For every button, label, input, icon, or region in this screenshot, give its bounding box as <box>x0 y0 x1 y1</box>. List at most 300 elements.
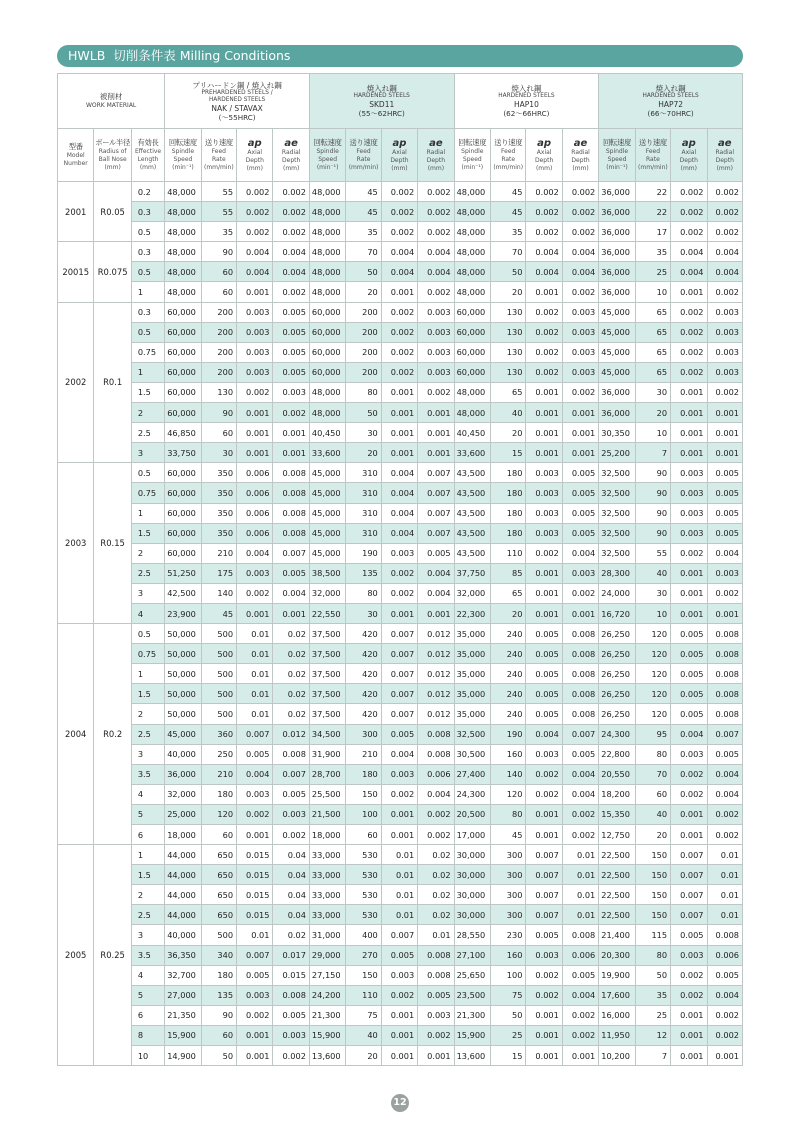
radial-depth-value: 0.004 <box>707 242 742 262</box>
milling-conditions-table <box>57 73 743 1066</box>
table-row <box>58 463 743 483</box>
axial-depth-value: 0.015 <box>237 845 273 865</box>
spindle-speed-value: 45,000 <box>309 543 345 563</box>
radial-depth-value: 0.003 <box>418 342 454 362</box>
spindle-speed-value: 17,000 <box>454 825 490 845</box>
axial-depth-header: ap Axial Depth (mm) <box>237 129 273 182</box>
spindle-speed-value: 11,950 <box>599 1025 635 1045</box>
radial-depth-value: 0.003 <box>707 342 742 362</box>
spindle-speed-value: 50,000 <box>165 644 201 664</box>
radial-depth-value: 0.001 <box>562 443 598 463</box>
section-title-bar <box>57 45 743 67</box>
feed-rate-value: 40 <box>635 563 670 583</box>
feed-rate-value: 150 <box>635 865 670 885</box>
spindle-speed-value: 48,000 <box>309 222 345 242</box>
feed-rate-value: 65 <box>635 322 670 342</box>
spindle-speed-value: 36,000 <box>599 222 635 242</box>
spindle-speed-value: 24,300 <box>599 724 635 744</box>
radial-depth-value: 0.04 <box>273 865 309 885</box>
spindle-speed-value: 60,000 <box>309 362 345 382</box>
feed-rate-value: 75 <box>491 985 526 1005</box>
radial-depth-value: 0.008 <box>562 624 598 644</box>
spindle-speed-value: 46,850 <box>165 423 201 443</box>
effective-length: 0.5 <box>131 463 164 483</box>
feed-rate-value: 180 <box>346 764 381 784</box>
radial-depth-value: 0.002 <box>273 403 309 423</box>
feed-rate-value: 20 <box>491 282 526 302</box>
feed-rate-value: 200 <box>201 362 236 382</box>
spindle-speed-value: 36,000 <box>165 764 201 784</box>
spindle-speed-value: 21,300 <box>454 1005 490 1025</box>
feed-rate-value: 210 <box>201 764 236 784</box>
spindle-speed-value: 60,000 <box>454 302 490 322</box>
feed-rate-value: 50 <box>346 403 381 423</box>
axial-depth-value: 0.004 <box>381 242 417 262</box>
feed-rate-value: 530 <box>346 905 381 925</box>
spindle-speed-value: 45,000 <box>599 362 635 382</box>
axial-depth-value: 0.002 <box>526 965 562 985</box>
effective-length: 1 <box>131 282 164 302</box>
spindle-speed-value: 24,200 <box>309 985 345 1005</box>
feed-rate-value: 360 <box>201 724 236 744</box>
spindle-speed-value: 35,000 <box>454 624 490 644</box>
radial-depth-value: 0.008 <box>273 744 309 764</box>
axial-depth-value: 0.002 <box>526 764 562 784</box>
feed-rate-value: 180 <box>491 523 526 543</box>
spindle-speed-value: 22,300 <box>454 603 490 623</box>
feed-rate-value: 650 <box>201 905 236 925</box>
axial-depth-value: 0.005 <box>671 704 707 724</box>
axial-depth-value: 0.01 <box>237 644 273 664</box>
axial-depth-header: ap Axial Depth (mm) <box>671 129 707 182</box>
radial-depth-value: 0.007 <box>418 523 454 543</box>
axial-depth-value: 0.001 <box>526 804 562 824</box>
axial-depth-value: 0.002 <box>237 202 273 222</box>
spindle-speed-value: 26,250 <box>599 684 635 704</box>
axial-depth-value: 0.002 <box>526 222 562 242</box>
axial-depth-value: 0.004 <box>381 744 417 764</box>
effective-length: 6 <box>131 1005 164 1025</box>
axial-depth-value: 0.002 <box>526 342 562 362</box>
axial-depth-value: 0.002 <box>381 784 417 804</box>
feed-rate-value: 200 <box>201 302 236 322</box>
effective-length: 0.3 <box>131 202 164 222</box>
spindle-speed-value: 37,500 <box>309 644 345 664</box>
radial-depth-value: 0.04 <box>273 905 309 925</box>
feed-rate-value: 60 <box>201 423 236 443</box>
spindle-speed-value: 48,000 <box>454 382 490 402</box>
radial-depth-value: 0.001 <box>273 423 309 443</box>
axial-depth-value: 0.005 <box>237 744 273 764</box>
axial-depth-value: 0.001 <box>381 1046 417 1066</box>
ball-radius: R0.05 <box>94 182 131 242</box>
table-row <box>58 443 743 463</box>
axial-depth-value: 0.001 <box>671 583 707 603</box>
radial-depth-value: 0.012 <box>418 664 454 684</box>
radial-depth-value: 0.002 <box>273 202 309 222</box>
axial-depth-value: 0.001 <box>671 804 707 824</box>
feed-rate-value: 35 <box>346 222 381 242</box>
radial-depth-value: 0.002 <box>707 282 742 302</box>
radial-depth-value: 0.01 <box>707 865 742 885</box>
feed-rate-value: 40 <box>346 1025 381 1045</box>
radial-depth-value: 0.005 <box>707 483 742 503</box>
radial-depth-value: 0.005 <box>707 523 742 543</box>
spindle-speed-value: 35,000 <box>454 704 490 724</box>
axial-depth-value: 0.003 <box>381 764 417 784</box>
feed-rate-value: 420 <box>346 664 381 684</box>
spindle-speed-value: 32,500 <box>599 543 635 563</box>
axial-depth-value: 0.005 <box>526 644 562 664</box>
spindle-speed-value: 60,000 <box>165 483 201 503</box>
axial-depth-value: 0.007 <box>237 724 273 744</box>
axial-depth-value: 0.001 <box>381 382 417 402</box>
feed-rate-value: 200 <box>201 342 236 362</box>
radial-depth-value: 0.002 <box>562 804 598 824</box>
feed-rate-value: 15 <box>491 1046 526 1066</box>
table-row <box>58 583 743 603</box>
spindle-speed-value: 48,000 <box>309 182 345 202</box>
feed-rate-value: 80 <box>635 744 670 764</box>
radial-depth-value: 0.02 <box>273 664 309 684</box>
spindle-speed-value: 25,200 <box>599 443 635 463</box>
axial-depth-value: 0.003 <box>237 563 273 583</box>
feed-rate-value: 150 <box>635 905 670 925</box>
effective-length: 0.5 <box>131 624 164 644</box>
radial-depth-value: 0.001 <box>707 423 742 443</box>
axial-depth-value: 0.002 <box>237 382 273 402</box>
table-row <box>58 744 743 764</box>
spindle-speed-value: 48,000 <box>309 242 345 262</box>
axial-depth-value: 0.01 <box>237 684 273 704</box>
feed-rate-value: 17 <box>635 222 670 242</box>
table-row <box>58 182 743 202</box>
model-number: 2002 <box>58 302 94 463</box>
spindle-speed-value: 33,000 <box>309 905 345 925</box>
radial-depth-value: 0.008 <box>707 644 742 664</box>
table-row <box>58 1046 743 1066</box>
feed-rate-value: 190 <box>491 724 526 744</box>
axial-depth-value: 0.01 <box>381 845 417 865</box>
axial-depth-value: 0.007 <box>671 845 707 865</box>
axial-depth-value: 0.003 <box>671 523 707 543</box>
feed-rate-value: 350 <box>201 523 236 543</box>
spindle-speed-value: 44,000 <box>165 845 201 865</box>
radial-depth-value: 0.008 <box>273 503 309 523</box>
axial-depth-value: 0.005 <box>671 925 707 945</box>
feed-rate-value: 240 <box>491 664 526 684</box>
spindle-speed-value: 51,250 <box>165 563 201 583</box>
radial-depth-value: 0.008 <box>418 945 454 965</box>
table-row <box>58 503 743 523</box>
feed-rate-value: 150 <box>635 845 670 865</box>
radial-depth-value: 0.003 <box>562 563 598 583</box>
radial-depth-value: 0.008 <box>418 724 454 744</box>
axial-depth-value: 0.01 <box>381 905 417 925</box>
radial-depth-value: 0.008 <box>562 704 598 724</box>
axial-depth-value: 0.004 <box>381 483 417 503</box>
feed-rate-value: 25 <box>635 1005 670 1025</box>
radial-depth-value: 0.005 <box>273 302 309 322</box>
radial-depth-value: 0.002 <box>707 202 742 222</box>
feed-rate-value: 65 <box>491 382 526 402</box>
radial-depth-value: 0.005 <box>707 503 742 523</box>
spindle-speed-value: 44,000 <box>165 885 201 905</box>
feed-rate-value: 30 <box>201 443 236 463</box>
spindle-speed-value: 44,000 <box>165 865 201 885</box>
axial-depth-value: 0.002 <box>381 563 417 583</box>
radial-depth-value: 0.01 <box>707 885 742 905</box>
axial-depth-value: 0.015 <box>237 865 273 885</box>
spindle-speed-header: 回転速度 Spindle Speed (min⁻¹) <box>454 129 490 182</box>
feed-rate-value: 75 <box>346 1005 381 1025</box>
radial-depth-value: 0.004 <box>707 262 742 282</box>
axial-depth-value: 0.001 <box>671 403 707 423</box>
axial-depth-value: 0.001 <box>381 423 417 443</box>
feed-rate-value: 20 <box>346 1046 381 1066</box>
axial-depth-value: 0.001 <box>237 423 273 443</box>
spindle-speed-value: 35,000 <box>454 664 490 684</box>
axial-depth-value: 0.003 <box>237 362 273 382</box>
feed-rate-value: 130 <box>491 322 526 342</box>
effective-length: 2 <box>131 403 164 423</box>
radial-depth-value: 0.002 <box>707 825 742 845</box>
axial-depth-value: 0.007 <box>381 925 417 945</box>
work-material-header: 被削材 WORK MATERIAL <box>58 74 165 129</box>
spindle-speed-value: 60,000 <box>165 382 201 402</box>
axial-depth-value: 0.003 <box>671 744 707 764</box>
radial-depth-value: 0.003 <box>418 302 454 322</box>
spindle-speed-value: 40,450 <box>309 423 345 443</box>
spindle-speed-value: 36,000 <box>599 242 635 262</box>
feed-rate-value: 120 <box>201 804 236 824</box>
radial-depth-value: 0.004 <box>418 784 454 804</box>
effective-length: 1 <box>131 664 164 684</box>
axial-depth-value: 0.001 <box>526 563 562 583</box>
feed-rate-value: 45 <box>346 182 381 202</box>
effective-length: 3 <box>131 443 164 463</box>
feed-rate-value: 55 <box>201 182 236 202</box>
axial-depth-value: 0.002 <box>237 583 273 603</box>
feed-rate-value: 35 <box>491 222 526 242</box>
radial-depth-value: 0.005 <box>562 965 598 985</box>
feed-rate-value: 30 <box>346 423 381 443</box>
effective-length: 0.3 <box>131 302 164 322</box>
axial-depth-value: 0.015 <box>237 905 273 925</box>
effective-length: 4 <box>131 784 164 804</box>
effective-length: 4 <box>131 603 164 623</box>
table-row <box>58 603 743 623</box>
spindle-speed-value: 20,550 <box>599 764 635 784</box>
radial-depth-value: 0.017 <box>273 945 309 965</box>
model-number: 2004 <box>58 624 94 845</box>
effective-length: 3 <box>131 744 164 764</box>
radial-depth-value: 0.005 <box>273 563 309 583</box>
ball-radius-header: ボール半径 Radius of Ball Nose (mm) <box>94 129 131 182</box>
axial-depth-value: 0.004 <box>237 262 273 282</box>
feed-rate-value: 120 <box>635 704 670 724</box>
radial-depth-value: 0.003 <box>418 322 454 342</box>
feed-rate-value: 35 <box>635 242 670 262</box>
feed-rate-value: 50 <box>491 1005 526 1025</box>
spindle-speed-value: 18,000 <box>165 825 201 845</box>
feed-rate-value: 210 <box>346 744 381 764</box>
axial-depth-value: 0.002 <box>671 543 707 563</box>
feed-rate-value: 650 <box>201 845 236 865</box>
axial-depth-value: 0.004 <box>237 543 273 563</box>
radial-depth-value: 0.002 <box>562 282 598 302</box>
table-row <box>58 784 743 804</box>
radial-depth-value: 0.04 <box>273 885 309 905</box>
spindle-speed-value: 45,000 <box>599 302 635 322</box>
spindle-speed-value: 45,000 <box>165 724 201 744</box>
axial-depth-value: 0.001 <box>381 603 417 623</box>
spindle-speed-value: 32,500 <box>454 724 490 744</box>
axial-depth-value: 0.003 <box>526 463 562 483</box>
axial-depth-value: 0.001 <box>526 1005 562 1025</box>
radial-depth-value: 0.004 <box>562 262 598 282</box>
spindle-speed-value: 43,500 <box>454 463 490 483</box>
spindle-speed-value: 38,500 <box>309 563 345 583</box>
radial-depth-value: 0.002 <box>707 382 742 402</box>
feed-rate-value: 25 <box>491 1025 526 1045</box>
feed-rate-value: 180 <box>201 965 236 985</box>
axial-depth-value: 0.003 <box>237 784 273 804</box>
effective-length: 0.5 <box>131 262 164 282</box>
spindle-speed-value: 60,000 <box>165 403 201 423</box>
spindle-speed-value: 48,000 <box>309 262 345 282</box>
spindle-speed-value: 27,000 <box>165 985 201 1005</box>
axial-depth-value: 0.003 <box>381 965 417 985</box>
spindle-speed-value: 25,000 <box>165 804 201 824</box>
axial-depth-value: 0.002 <box>671 784 707 804</box>
axial-depth-value: 0.005 <box>526 704 562 724</box>
axial-depth-value: 0.002 <box>381 222 417 242</box>
table-row <box>58 1025 743 1045</box>
radial-depth-value: 0.005 <box>273 362 309 382</box>
feed-rate-value: 120 <box>635 664 670 684</box>
title-text: 切削条件表 Milling Conditions <box>113 48 291 63</box>
spindle-speed-value: 22,800 <box>599 744 635 764</box>
spindle-speed-header: 回転速度 Spindle Speed (min⁻¹) <box>165 129 201 182</box>
feed-rate-value: 30 <box>346 603 381 623</box>
radial-depth-value: 0.008 <box>707 684 742 704</box>
axial-depth-value: 0.001 <box>671 1046 707 1066</box>
axial-depth-value: 0.005 <box>526 684 562 704</box>
axial-depth-value: 0.005 <box>671 664 707 684</box>
feed-rate-value: 10 <box>635 603 670 623</box>
radial-depth-value: 0.002 <box>273 1046 309 1066</box>
feed-rate-value: 70 <box>491 242 526 262</box>
spindle-speed-value: 28,550 <box>454 925 490 945</box>
axial-depth-value: 0.002 <box>237 1005 273 1025</box>
feed-rate-value: 10 <box>635 282 670 302</box>
feed-rate-value: 420 <box>346 624 381 644</box>
radial-depth-value: 0.002 <box>562 1005 598 1025</box>
spindle-speed-value: 48,000 <box>309 382 345 402</box>
feed-rate-value: 230 <box>491 925 526 945</box>
spindle-speed-value: 37,500 <box>309 704 345 724</box>
axial-depth-value: 0.002 <box>381 985 417 1005</box>
spindle-speed-value: 23,500 <box>454 985 490 1005</box>
feed-rate-header: 送り速度 Feed Rate (mm/min) <box>491 129 526 182</box>
axial-depth-value: 0.002 <box>237 182 273 202</box>
table-row <box>58 403 743 423</box>
spindle-speed-value: 16,720 <box>599 603 635 623</box>
table-row <box>58 242 743 262</box>
axial-depth-value: 0.002 <box>526 302 562 322</box>
effective-length: 6 <box>131 825 164 845</box>
spindle-speed-value: 32,000 <box>165 784 201 804</box>
spindle-speed-value: 43,500 <box>454 523 490 543</box>
radial-depth-value: 0.008 <box>273 523 309 543</box>
radial-depth-value: 0.001 <box>418 423 454 443</box>
axial-depth-value: 0.001 <box>381 804 417 824</box>
table-row <box>58 724 743 744</box>
axial-depth-value: 0.002 <box>526 362 562 382</box>
spindle-speed-value: 45,000 <box>309 503 345 523</box>
radial-depth-value: 0.005 <box>418 985 454 1005</box>
feed-rate-value: 120 <box>635 644 670 664</box>
feed-rate-value: 65 <box>491 583 526 603</box>
feed-rate-value: 150 <box>635 885 670 905</box>
axial-depth-value: 0.004 <box>381 503 417 523</box>
radial-depth-header: ae Radial Depth (mm) <box>273 129 309 182</box>
spindle-speed-value: 37,500 <box>309 664 345 684</box>
feed-rate-value: 90 <box>635 463 670 483</box>
feed-rate-value: 130 <box>491 362 526 382</box>
feed-rate-value: 350 <box>201 483 236 503</box>
spindle-speed-value: 43,500 <box>454 483 490 503</box>
radial-depth-value: 0.015 <box>273 965 309 985</box>
feed-rate-value: 70 <box>346 242 381 262</box>
feed-rate-value: 530 <box>346 845 381 865</box>
feed-rate-value: 60 <box>201 825 236 845</box>
model-number-header: 型番 Model Number <box>58 129 94 182</box>
feed-rate-value: 50 <box>635 965 670 985</box>
axial-depth-value: 0.001 <box>671 443 707 463</box>
radial-depth-value: 0.001 <box>273 443 309 463</box>
spindle-speed-value: 36,000 <box>599 403 635 423</box>
effective-length: 3.5 <box>131 945 164 965</box>
feed-rate-value: 45 <box>491 182 526 202</box>
spindle-speed-value: 24,000 <box>599 583 635 603</box>
feed-rate-value: 25 <box>635 262 670 282</box>
axial-depth-value: 0.001 <box>381 1005 417 1025</box>
axial-depth-value: 0.004 <box>671 242 707 262</box>
radial-depth-value: 0.005 <box>562 503 598 523</box>
table-row <box>58 985 743 1005</box>
axial-depth-header: ap Axial Depth (mm) <box>381 129 417 182</box>
spindle-speed-value: 27,400 <box>454 764 490 784</box>
spindle-speed-value: 22,500 <box>599 885 635 905</box>
feed-rate-value: 40 <box>491 403 526 423</box>
axial-depth-value: 0.007 <box>671 905 707 925</box>
effective-length: 5 <box>131 985 164 1005</box>
axial-depth-value: 0.002 <box>671 362 707 382</box>
axial-depth-value: 0.001 <box>671 825 707 845</box>
feed-rate-value: 30 <box>635 583 670 603</box>
spindle-speed-value: 31,000 <box>309 925 345 945</box>
spindle-speed-value: 42,500 <box>165 583 201 603</box>
radial-depth-value: 0.005 <box>273 342 309 362</box>
radial-depth-value: 0.001 <box>418 403 454 423</box>
radial-depth-value: 0.004 <box>562 784 598 804</box>
axial-depth-value: 0.005 <box>381 945 417 965</box>
axial-depth-value: 0.007 <box>526 885 562 905</box>
feed-rate-value: 530 <box>346 865 381 885</box>
feed-rate-value: 20 <box>635 825 670 845</box>
